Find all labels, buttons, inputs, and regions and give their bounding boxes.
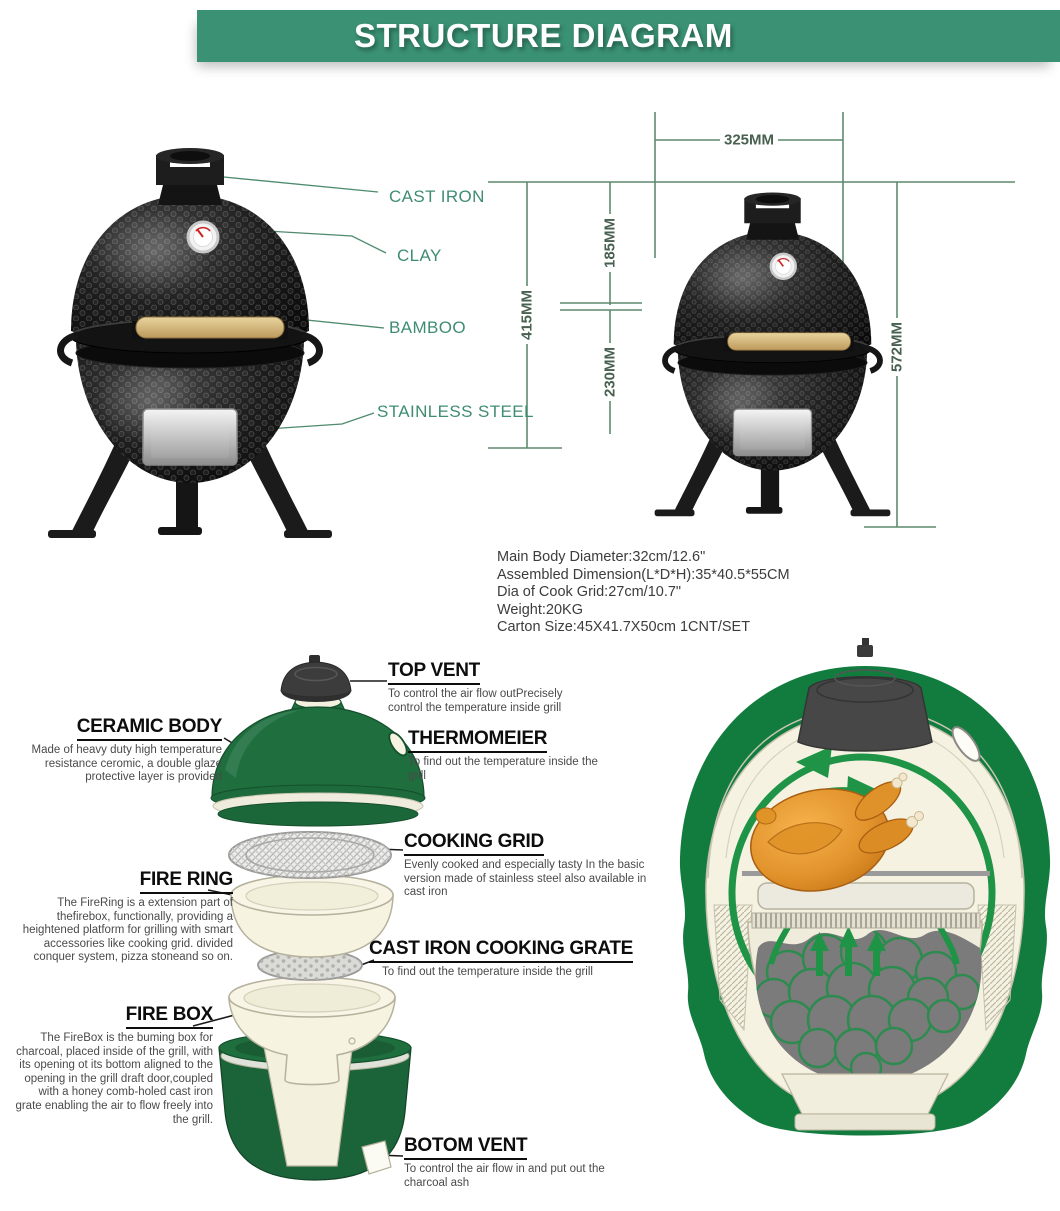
page-title: STRUCTURE DIAGRAM <box>354 17 733 54</box>
cross-section-top-vent <box>798 638 932 751</box>
part-desc: To find out the temperature inside the grill <box>408 756 598 782</box>
dim-lid-height: 185MM <box>602 214 619 272</box>
part-title: BOTOM VENT <box>404 1135 527 1160</box>
part-title: FIRE BOX <box>126 1004 213 1029</box>
part-cast-iron-grate <box>369 938 633 980</box>
spec-list <box>497 549 790 637</box>
label-cast-iron: CAST IRON <box>389 187 485 206</box>
kamado-grill-left <box>48 148 332 538</box>
spec-line: Weight:20KG <box>497 601 583 618</box>
exploded-cooking-grid <box>229 832 391 878</box>
label-clay: CLAY <box>397 246 442 265</box>
part-ceramic-body <box>8 716 222 785</box>
part-desc: The FireRing is a extension part of thefirebox, functionally, providing a heightened platform for grilling with smart accessories like cooking grid. divided conquer system, pizza stoneand so on. <box>22 897 233 964</box>
part-title: FIRE RING <box>140 869 233 894</box>
spec-line: Assembled Dimension(L*D*H):35*40.5*55CM <box>497 566 790 583</box>
part-fire-ring <box>2 869 233 965</box>
dim-left-height: 415MM <box>519 286 536 344</box>
spec-line: Dia of Cook Grid:27cm/10.7" <box>497 584 682 601</box>
dim-total-height: 572MM <box>889 318 906 376</box>
dim-base-height: 230MM <box>602 343 619 401</box>
part-title: CERAMIC BODY <box>77 716 222 741</box>
part-top-vent <box>388 660 600 715</box>
cross-section-view <box>680 638 1050 1136</box>
dim-width: 325MM <box>720 132 778 149</box>
label-bamboo: BAMBOO <box>389 318 467 337</box>
part-desc: To control the air flow outPrecisely control the temperature inside grill <box>388 688 563 714</box>
part-desc: To find out the temperature inside the grill <box>382 966 593 978</box>
part-title: CAST IRON COOKING GRATE <box>369 938 633 963</box>
label-stainless-steel: STAINLESS STEEL <box>377 402 534 421</box>
spec-line: Carton Size:45X41.7X50cm 1CNT/SET <box>497 619 751 636</box>
part-cooking-grid <box>404 831 652 900</box>
part-desc: Evenly cooked and especially tasty In the basic version made of stainless steel also available in cast iron <box>404 859 647 899</box>
section-cast-iron-grate <box>752 913 980 928</box>
kamado-grill-right <box>655 192 891 516</box>
exploded-top-vent <box>281 655 351 702</box>
part-title: COOKING GRID <box>404 831 544 856</box>
part-desc: The FireBox is the buming box for charcoal, placed inside of the grill, with its opening ot its bottom aligned to the opening in the grill draft door,coupled with a honey comb-holed cast iron grate enabling the air to flow freely into the grill. <box>15 1032 213 1126</box>
part-fire-box <box>10 1004 213 1127</box>
part-bottom-vent <box>404 1135 609 1190</box>
part-title: TOP VENT <box>388 660 480 685</box>
banner <box>197 10 1060 62</box>
part-desc: Made of heavy duty high temperature resistance ceromic, a double glaze protective layer is provided <box>31 744 222 784</box>
part-title: THERMOMEIER <box>408 728 547 753</box>
part-desc: To control the air flow in and put out the charcoal ash <box>404 1163 605 1189</box>
spec-line: Main Body Diameter:32cm/12.6" <box>497 549 706 565</box>
part-thermometer <box>408 728 618 783</box>
